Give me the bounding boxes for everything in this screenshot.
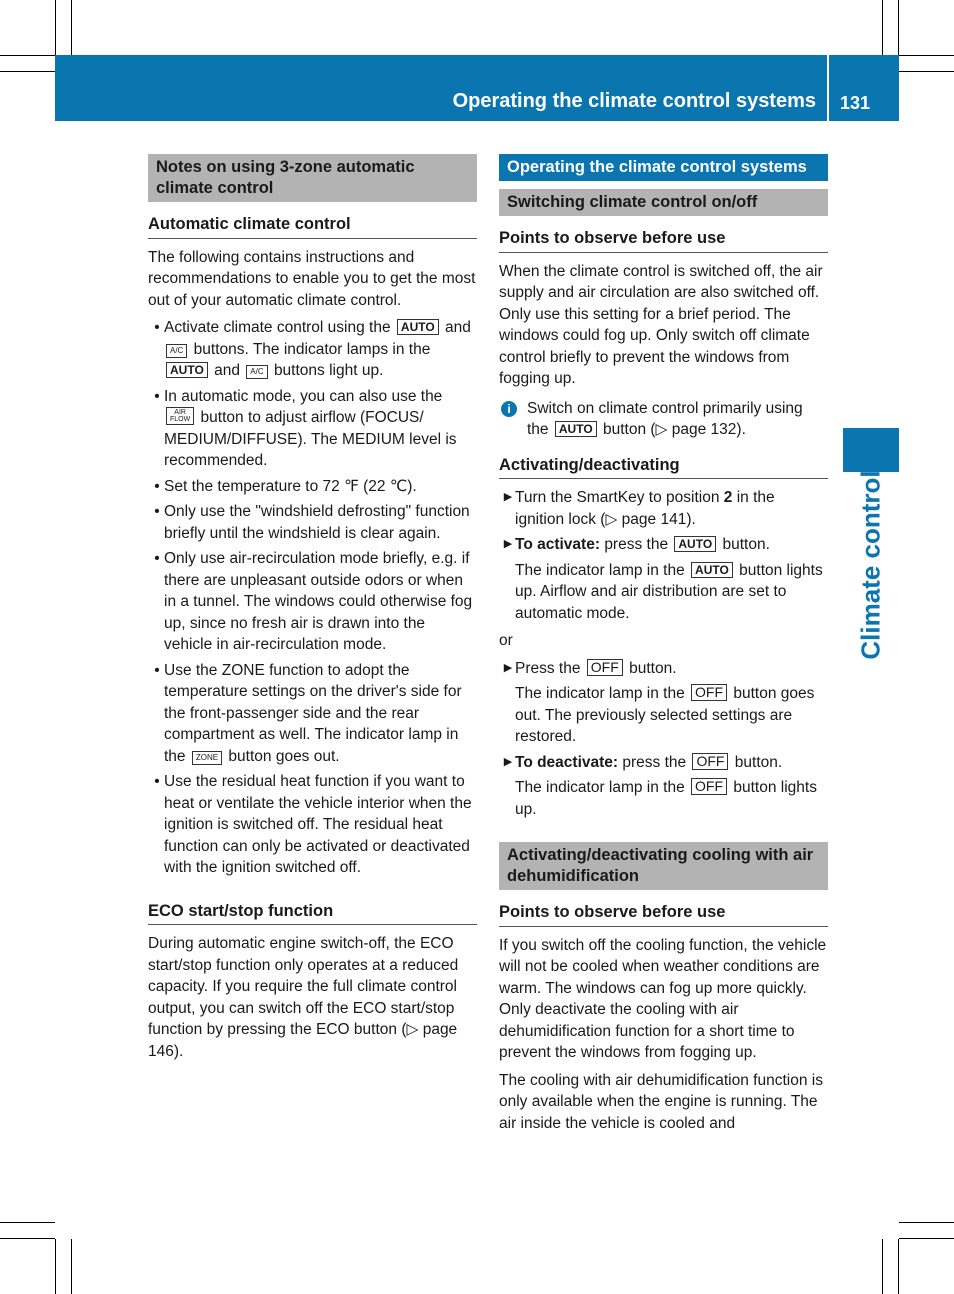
crop-mark [882, 1239, 883, 1294]
list-item: • Set the temperature to 72 ℉ (22 ℃). [148, 476, 477, 498]
paragraph: The cooling with air dehumidification function is only available when the engine is running. The air inside the vehicle is cooled and [499, 1071, 823, 1132]
crop-mark [898, 0, 899, 55]
crop-mark [899, 1222, 954, 1223]
page-number: 131 [840, 93, 871, 113]
crop-mark [0, 1222, 55, 1223]
bullet-dot: • [154, 503, 160, 520]
crop-mark [55, 0, 56, 55]
auto-button-icon: AUTO [166, 362, 208, 378]
auto-button-icon: AUTO [555, 421, 597, 437]
list-item: • Activate climate control using the AUTO and A/C buttons. The indicator lamps in the AUTO and A/C buttons light up. [148, 317, 477, 382]
left-column [148, 154, 477, 1068]
bullet-dot: • [154, 550, 160, 567]
subheading-points-cooling: Points to observe before use [499, 902, 828, 927]
bullet-dot: • [154, 661, 160, 679]
list-item: • Use the residual heat function if you want to heat or ventilate the vehicle interior when the ignition is switched off. The residual heat function can only be activated or deactivated with the ignition switched off. [148, 771, 477, 879]
info-icon: i [501, 401, 517, 417]
crop-mark [898, 1239, 899, 1294]
step-result: The indicator lamp in the OFF button goes out. The previously selected settings are restored. [515, 684, 815, 745]
step-arrow-icon: ▶ [503, 491, 513, 503]
step-item: ▶ Press the OFF button. [499, 658, 828, 680]
or-separator: or [499, 632, 513, 649]
paragraph: During automatic engine switch-off, the ECO start/stop function only operates at a reduced capacity. If you require the full climate control output, you can switch off the ECO start/stop function by pressing the ECO button (▷ page 146). [148, 935, 459, 1060]
chapter-tab [843, 428, 899, 472]
subheading-activating: Activating/deactivating [499, 455, 828, 480]
section-box-cooling: Activating/deactivating cooling with air dehumidification [499, 842, 828, 890]
right-column [499, 154, 828, 1140]
spacer [499, 824, 828, 842]
page-title: Operating the climate control systems [452, 90, 816, 112]
crop-mark [899, 71, 954, 72]
info-note: i Switch on climate control primarily using the AUTO button (▷ page 132). [499, 398, 828, 441]
zone-button-icon: ZONE [192, 751, 222, 765]
auto-button-icon: AUTO [691, 562, 733, 578]
section-box-operating: Operating the climate control systems [499, 154, 828, 181]
crop-mark [0, 1238, 55, 1239]
list-item: • Only use the "windshield defrosting" function briefly until the windshield is clear again. [148, 501, 477, 544]
crop-mark [899, 55, 954, 56]
step-item: ▶ To deactivate: press the OFF button. [499, 752, 828, 774]
step-item: ▶ Turn the SmartKey to position 2 in the ignition lock (▷ page 141). [499, 487, 828, 530]
header-divider [827, 55, 829, 121]
bullet-dot: • [154, 387, 160, 405]
step-arrow-icon: ▶ [503, 538, 513, 550]
crop-mark [899, 1238, 954, 1239]
list-item: • Use the ZONE function to adopt the temperature settings on the driver's side for the front-passenger side and the rear compartment as well. The indicator lamp in the ZONE button goes out. [148, 660, 477, 768]
subheading-eco: ECO start/stop function [148, 901, 477, 926]
step-item: ▶ To activate: press the AUTO button. [499, 534, 828, 556]
step-result: The indicator lamp in the AUTO button lights up. Airflow and air distribution are set to automatic mode. [515, 561, 823, 622]
airflow-button-icon: AIR FLOW [166, 407, 194, 425]
off-button-icon: OFF [691, 778, 727, 795]
paragraph: When the climate control is switched off, the air supply and air circulation are also switched off. Only use this setting for a brief period. The windows could fog up. Only switch off climate control briefly to prevent the windows from fogging up. [499, 262, 823, 387]
crop-mark [0, 55, 55, 56]
step-arrow-icon: ▶ [503, 661, 513, 674]
paragraph: If you switch off the cooling function, the vehicle will not be cooled when weather conditions are warm. The windows can fog up more quickly. Only deactivate the cooling with air dehumidification function for a short time to prevent the windows from fogging up. [499, 936, 827, 1061]
ac-button-icon: A/C [246, 365, 267, 379]
crop-mark [71, 0, 72, 55]
bullet-dot: • [154, 477, 160, 495]
ac-button-icon: A/C [166, 344, 187, 358]
off-button-icon: OFF [692, 753, 728, 770]
paragraph: The following contains instructions and recommendations to enable you to get the most out of your automatic climate control. [148, 248, 476, 309]
bullet-dot: • [154, 319, 160, 336]
section-box-switching: Switching climate control on/off [499, 189, 828, 216]
subheading-points: Points to observe before use [499, 228, 828, 253]
off-button-icon: OFF [587, 659, 623, 676]
chapter-label: Climate control [855, 470, 886, 660]
crop-mark [71, 1239, 72, 1294]
step-arrow-icon: ▶ [503, 755, 513, 768]
auto-button-icon: AUTO [674, 536, 716, 552]
list-item: • In automatic mode, you can also use the AIR FLOW button to adjust airflow (FOCUS/ MEDIUM/DIFFUSE). The MEDIUM level is recommended. [148, 386, 477, 472]
subheading-automatic-climate: Automatic climate control [148, 214, 477, 239]
crop-mark [882, 0, 883, 55]
step-result: The indicator lamp in the OFF button lights up. [515, 778, 817, 818]
section-box-notes: Notes on using 3-zone automatic climate control [148, 154, 477, 202]
crop-mark [0, 71, 55, 72]
off-button-icon: OFF [691, 684, 727, 701]
bullet-dot: • [154, 773, 160, 790]
auto-button-icon: AUTO [397, 319, 439, 335]
list-item: • Only use air-recirculation mode briefly, e.g. if there are unpleasant outside odors or when in a tunnel. The windows could otherwise fog up, since no fresh air is drawn into the vehicle in air-recirculation mode. [148, 548, 477, 656]
crop-mark [55, 1239, 56, 1294]
